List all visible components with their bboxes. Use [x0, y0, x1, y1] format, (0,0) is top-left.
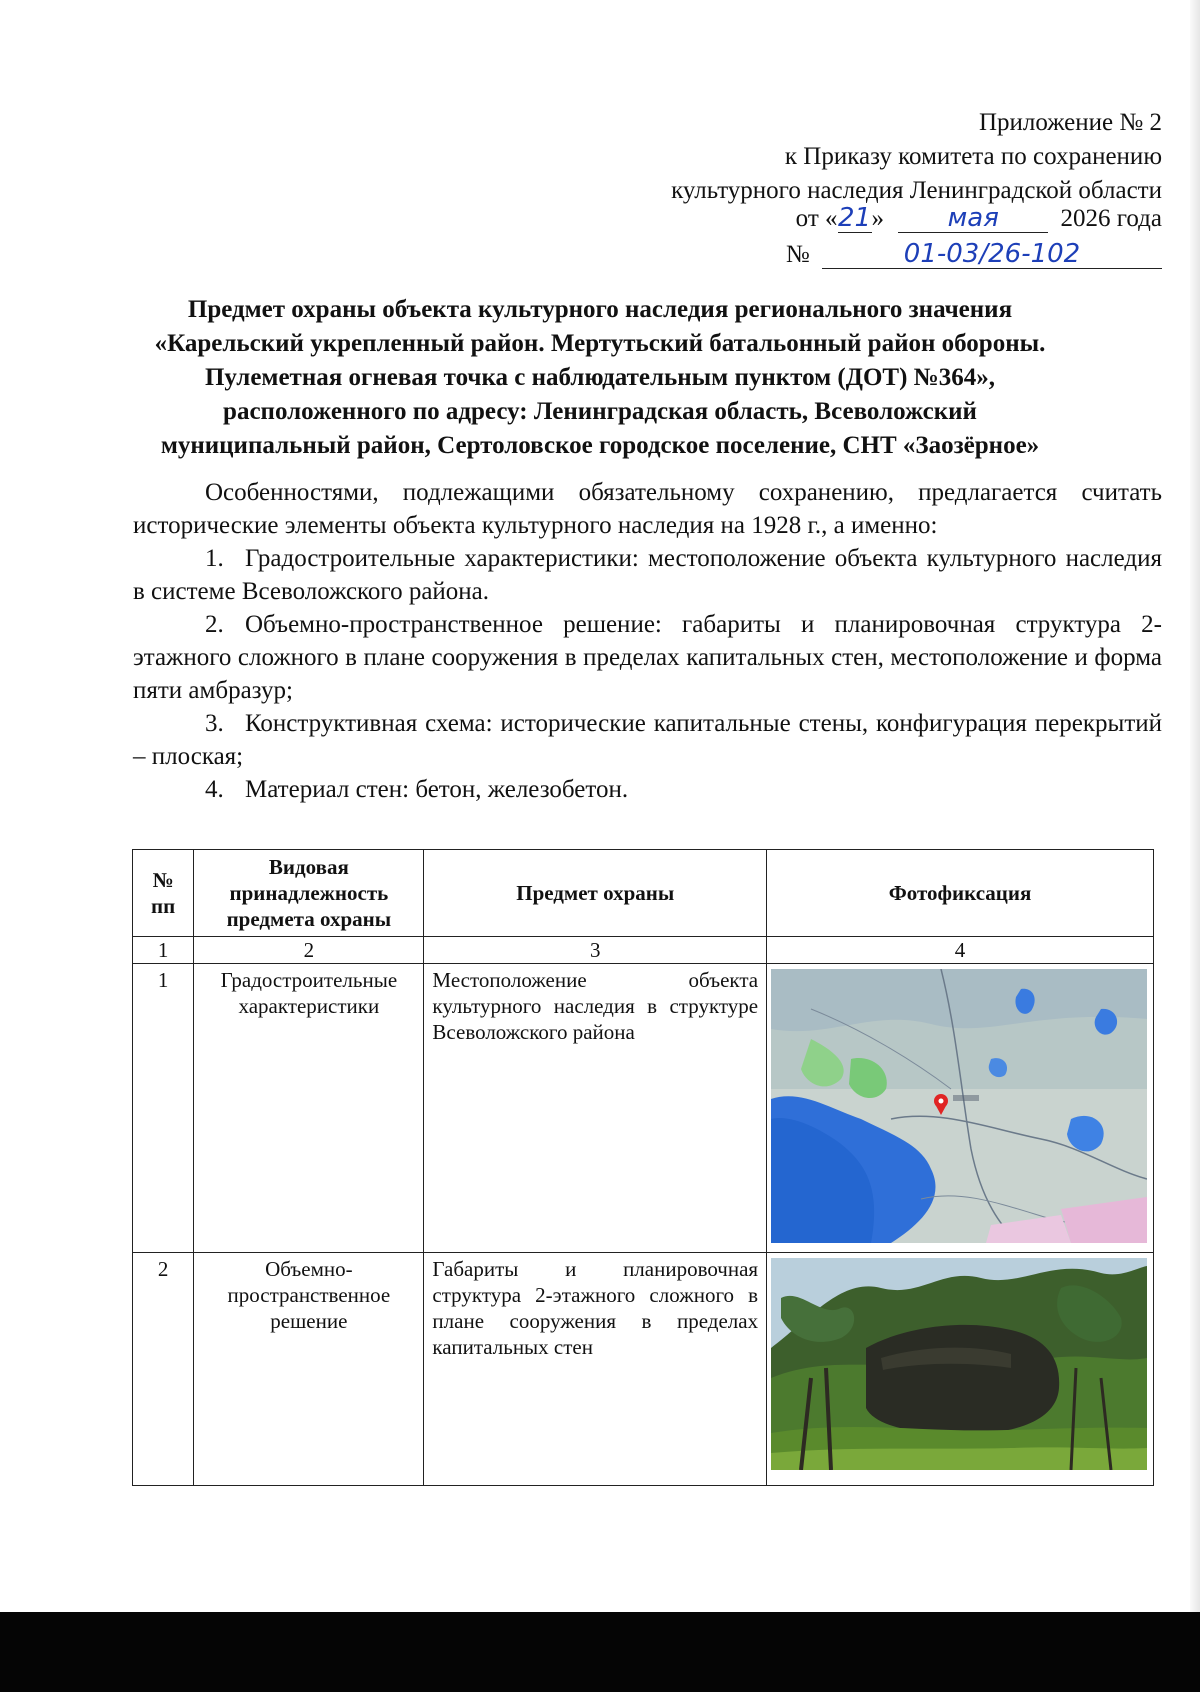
row-category: Градостроительные характеристики	[194, 964, 424, 1253]
order-line-1: к Приказу комитета по сохранению	[784, 143, 1162, 170]
header-num: № пп	[133, 850, 194, 937]
intro-paragraph: Особенностями, подлежащими обязательному сохранению, предлагается считать исторические элементы объекта культурного наследия на 1928 г., а именно:	[133, 479, 1162, 539]
list-item: 4. Материал стен: бетон, железобетон.	[205, 776, 629, 803]
footer-bar	[0, 1612, 1200, 1692]
row-num: 2	[133, 1253, 194, 1486]
date-month: мая	[898, 204, 1048, 233]
header-photo: Фотофиксация	[767, 850, 1154, 937]
row-subject: Габариты и планировочная структура 2-этажного сложного в плане сооружения в пределах капитальных стен	[424, 1253, 767, 1486]
date-day: 21	[837, 203, 872, 233]
row-photo-cell	[767, 1253, 1154, 1486]
appendix-number: Приложение № 2	[978, 109, 1162, 136]
document-title: Предмет охраны объекта культурного наследия регионального значения «Карельский укрепленный район. Мертутьский батальонный район обороны. Пулеметная огневая точка с наблюдательным пунктом (ДОТ) №364», расположенного по адресу: Ленинградская область, Всеволожский муниципальный район, Сертоловское городское поселение, СНТ «Заозёрное»	[154, 296, 1046, 459]
order-line-2: культурного наследия Ленинградской области	[671, 177, 1162, 204]
site-photo	[771, 1258, 1147, 1470]
protection-table	[132, 849, 1154, 1486]
table-index-row: 1 2 3 4	[133, 937, 1154, 964]
row-num: 1	[133, 964, 194, 1253]
table-row	[133, 964, 1154, 1253]
row-photo-cell	[767, 964, 1154, 1253]
header-subject: Предмет охраны	[424, 850, 767, 937]
table-row	[133, 1253, 1154, 1486]
header-category: Видовая принадлежность предмета охраны	[194, 850, 424, 937]
appendix-header	[522, 106, 1162, 269]
list-item: 3. Конструктивная схема: исторические капитальные стены, конфигурация перекрытий – плоская;	[133, 710, 1162, 770]
list-item: 2. Объемно-пространственное решение: габариты и планировочная структура 2-этажного сложного в плане сооружения в пределах капитальных стен, местоположение и форма пяти амбразур;	[133, 611, 1162, 704]
order-date: от «21» мая 2026 года	[795, 203, 1162, 233]
order-number: № 01-03/26-102	[786, 238, 1162, 272]
body-text	[133, 476, 1162, 806]
order-number-value: 01-03/26-102	[822, 240, 1162, 269]
row-category: Объемно-пространственное решение	[194, 1253, 424, 1486]
row-subject: Местоположение объекта культурного наследия в структуре Всеволожского района	[424, 964, 767, 1253]
list-item: 1. Градостроительные характеристики: местоположение объекта культурного наследия в системе Всеволожского района.	[133, 545, 1162, 605]
map-photo	[771, 969, 1147, 1243]
scan-edge	[1190, 0, 1200, 1612]
table-header-row	[133, 850, 1154, 937]
date-year: 2026 года	[1060, 205, 1162, 232]
